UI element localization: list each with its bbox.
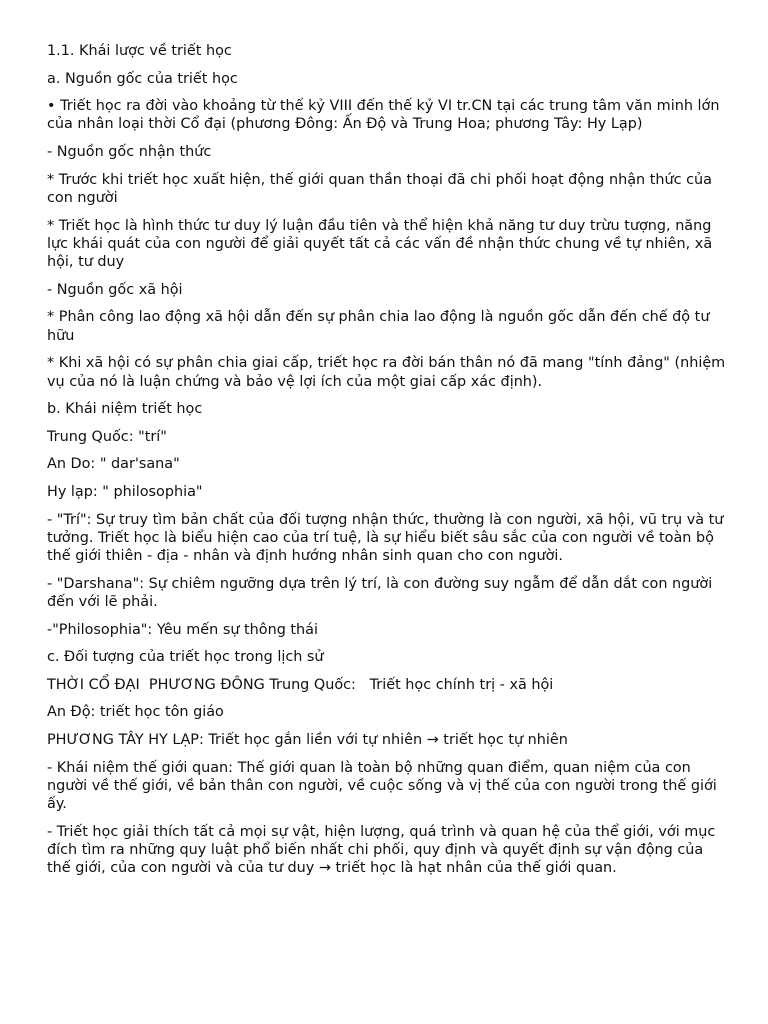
document-page — [47, 42, 727, 887]
paragraph: - Nguồn gốc nhận thức — [47, 144, 212, 161]
paragraph: PHƯƠNG TÂY HY LẠP: Triết học gắn liền với tự nhiên → triết học tự nhiên — [47, 731, 568, 748]
paragraph: THỜI CỔ ĐẠI PHƯƠNG ĐÔNG Trung Quốc: Triết học chính trị - xã hội — [47, 676, 554, 693]
paragraph: - "Trí": Sự truy tìm bản chất của đối tượng nhận thức, thường là con người, xã hội, vũ trụ và tư tưởng. Triết học là biểu hiện cao của trí tuệ, là sự hiểu biết sâu sắc của con người về toàn bộ thế giới thiên - địa - nhân và định hướng nhân sinh quan cho con người. — [47, 511, 724, 565]
paragraph: • Triết học ra đời vào khoảng từ thế kỷ VIII đến thế kỷ VI tr.CN tại các trung tâm văn minh lớn của nhân loại thời Cổ đại (phương Đông: Ấn Độ và Trung Hoa; phương Tây: Hy Lạp) — [47, 98, 720, 133]
paragraph: - Khái niệm thế giới quan: Thế giới quan là toàn bộ những quan điểm, quan niệm của con người về thế giới, về bản thân con người, về cuộc sống và vị thế của con người trong thế giới ấy. — [47, 759, 717, 813]
paragraph: -"Philosophia": Yêu mến sự thông thái — [47, 621, 318, 638]
paragraph: * Triết học là hình thức tư duy lý luận đầu tiên và thể hiện khả năng tư duy trừu tượng, năng lực khái quát của con người để giải quyết tất cả các vấn đề nhận thức chung về tự nhiên, xã hội, tư duy — [47, 217, 713, 271]
paragraph: An Do: " dar'sana" — [47, 456, 180, 473]
paragraph: - Nguồn gốc xã hội — [47, 281, 183, 298]
paragraph: * Trước khi triết học xuất hiện, thế giới quan thần thoại đã chi phối hoạt động nhận thức của con người — [47, 171, 712, 206]
paragraph: Trung Quốc: "trí" — [47, 428, 167, 445]
paragraph: - Triết học giải thích tất cả mọi sự vật, hiện lượng, quá trình và quan hệ của thể giới, với mục đích tìm ra những quy luật phổ biến nhất chi phối, quy định và quyết định sự vận động của thế giới, của con người và của tư duy → triết học là hạt nhân của thế giới quan. — [47, 823, 716, 877]
paragraph: - "Darshana": Sự chiêm ngưỡng dựa trên lý trí, là con đường suy ngẫm để dẫn dắt con người đến với lẽ phải. — [47, 575, 713, 610]
subsection-heading: b. Khái niệm triết học — [47, 401, 203, 418]
paragraph: * Phân công lao động xã hội dẫn đến sự phân chia lao động là nguồn gốc dẫn đến chế độ tư hữu — [47, 309, 710, 344]
subsection-heading: c. Đối tượng của triết học trong lịch sử — [47, 649, 324, 666]
paragraph: An Độ: triết học tôn giáo — [47, 704, 224, 721]
paragraph: * Khi xã hội có sự phân chia giai cấp, triết học ra đời bán thân nó đã mang "tính đảng" (nhiệm vụ của nó là luận chứng và bảo vệ lợi ích của một giai cấp xác định). — [47, 355, 726, 390]
section-heading: 1.1. Khái lược về triết học — [47, 43, 232, 59]
paragraph: Hy lạp: " philosophia" — [47, 483, 203, 500]
subsection-heading: a. Nguồn gốc của triết học — [47, 70, 238, 87]
